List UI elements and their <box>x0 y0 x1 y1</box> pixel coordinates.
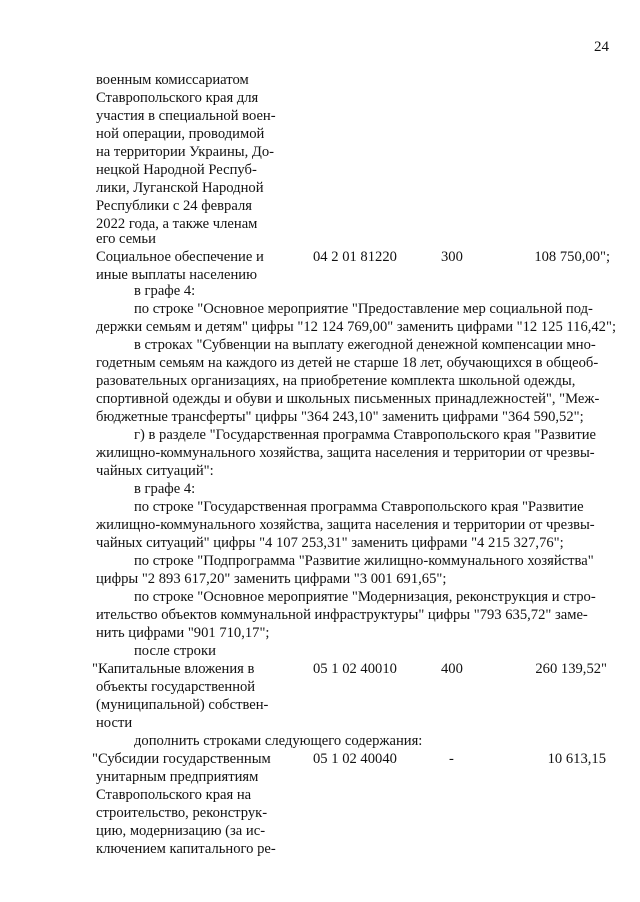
paragraph-line: держки семьям и детям" цифры "12 124 769,00" заменить цифрами "12 125 116,42"; <box>96 319 616 335</box>
row-name-line: 2022 года, а также членам <box>96 216 258 232</box>
row-name-line: военным комиссариатом <box>96 72 249 88</box>
row-name-line: ности <box>96 715 133 731</box>
paragraph-line: спортивной одежды и обуви и школьных письменных принадлежностей", "Меж- <box>96 391 600 407</box>
row-name-line: "Капитальные вложения в <box>92 661 255 677</box>
row-name-line: Социальное обеспечение и <box>96 249 264 265</box>
paragraph-line: по строке "Основное мероприятие "Предоставление мер социальной под- <box>134 301 593 317</box>
row-amount: 108 750,00"; <box>534 249 610 265</box>
row-name-line: цию, модернизацию (за ис- <box>96 823 266 839</box>
row-name-line: (муниципальной) собствен- <box>96 697 269 713</box>
row-name-line: лики, Луганской Народной <box>96 180 264 196</box>
paragraph-line: по строке "Государственная программа Ставропольского края "Развитие <box>134 499 584 515</box>
paragraph-line: ительство объектов коммунальной инфраструктуры" цифры "793 635,72" заме- <box>96 607 588 623</box>
paragraph-line: разовательных организациях, на приобретение комплекта школьной одежды, <box>96 373 576 389</box>
paragraph-line: по строке "Подпрограмма "Развитие жилищно-коммунального хозяйства" <box>134 553 594 569</box>
row-name-line: нецкой Народной Респуб- <box>96 162 257 178</box>
row-name-line: "Субсидии государственным <box>92 751 271 767</box>
paragraph-line: жилищно-коммунального хозяйства, защита населения и территории от чрезвы- <box>96 445 595 461</box>
row-name-line: на территории Украины, До- <box>96 144 274 160</box>
paragraph-line: после строки <box>134 643 216 659</box>
row-name-line: унитарным предприятиям <box>96 769 259 785</box>
row-code: 05 1 02 40040 <box>313 751 397 767</box>
paragraph-line: дополнить строками следующего содержания: <box>134 733 423 749</box>
paragraph-line: г) в разделе "Государственная программа Ставропольского края "Развитие <box>134 427 597 443</box>
page-number: 24 <box>594 39 609 55</box>
paragraph-line: годетным семьям на каждого из детей не старше 18 лет, обучающихся в общеоб- <box>96 355 599 371</box>
row-name-line: объекты государственной <box>96 679 256 695</box>
paragraph-line: чайных ситуаций": <box>96 463 214 479</box>
row-name-line: Ставропольского края на <box>96 787 252 803</box>
row-amount: 10 613,15 <box>547 751 606 767</box>
paragraph-line: чайных ситуаций" цифры "4 107 253,31" заменить цифрами "4 215 327,76"; <box>96 535 564 551</box>
row-type: - <box>449 751 454 767</box>
paragraph-line: нить цифрами "901 710,17"; <box>96 625 270 641</box>
row-type: 400 <box>441 661 463 677</box>
row-amount: 260 139,52" <box>535 661 607 677</box>
row-name-line: иные выплаты населению <box>96 267 257 283</box>
paragraph-line: по строке "Основное мероприятие "Модернизация, реконструкция и стро- <box>134 589 596 605</box>
row-name-line: ной операции, проводимой <box>96 126 265 142</box>
row-name-line: ключением капитального ре- <box>96 841 276 857</box>
paragraph-line: бюджетные трансферты" цифры "364 243,10" заменить цифрами "364 590,52"; <box>96 409 584 425</box>
row-code: 04 2 01 81220 <box>313 249 397 265</box>
row-code: 05 1 02 40010 <box>313 661 397 677</box>
row-name-line: Ставропольского края для <box>96 90 259 106</box>
row-name-line: строительство, реконструк- <box>96 805 268 821</box>
paragraph-line: в графе 4: <box>134 283 196 299</box>
row-type: 300 <box>441 249 463 265</box>
row-name-line: его семьи <box>96 231 156 247</box>
paragraph-line: жилищно-коммунального хозяйства, защита населения и территории от чрезвы- <box>96 517 595 533</box>
paragraph-line: цифры "2 893 617,20" заменить цифрами "3 001 691,65"; <box>96 571 447 587</box>
paragraph-line: в строках "Субвенции на выплату ежегодной денежной компенсации мно- <box>134 337 596 353</box>
row-name-line: Республики с 24 февраля <box>96 198 252 214</box>
paragraph-line: в графе 4: <box>134 481 196 497</box>
row-name-line: участия в специальной воен- <box>96 108 276 124</box>
